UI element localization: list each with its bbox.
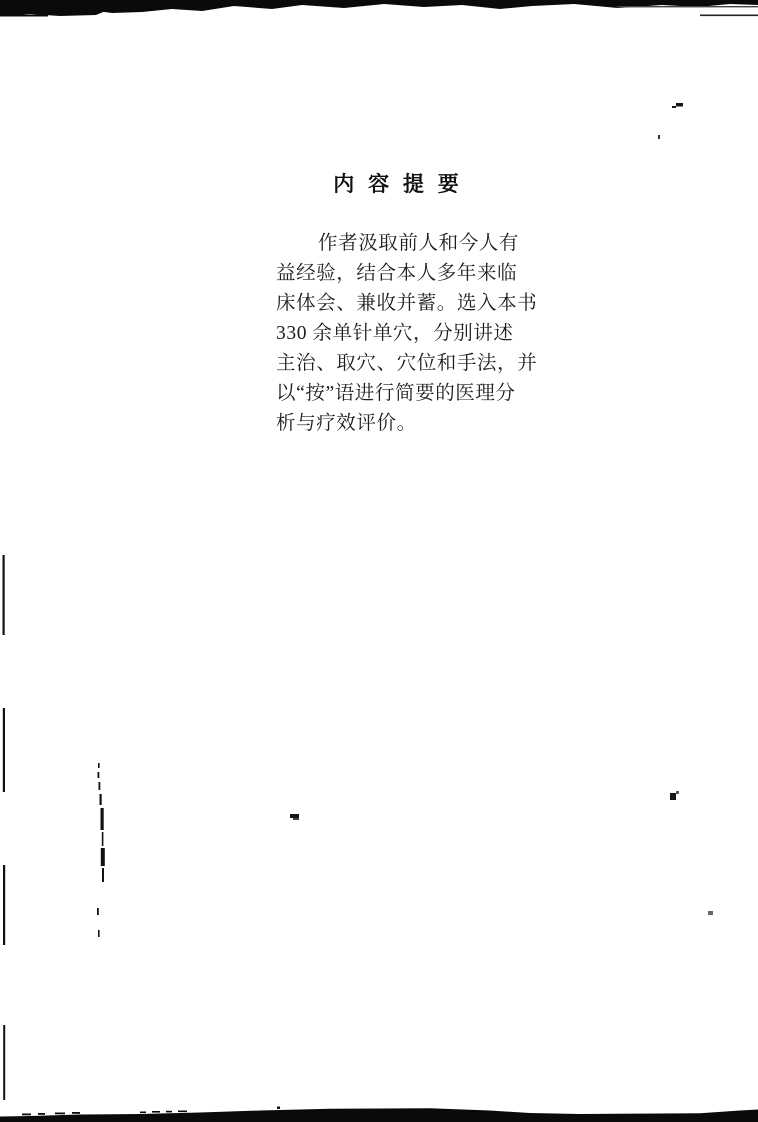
paragraph-line: 以“按”语进行简要的医理分 bbox=[276, 383, 516, 404]
scan-artifact-left-dashed-line bbox=[3, 555, 6, 1100]
summary-paragraph bbox=[276, 229, 538, 439]
paragraph-line: 主治、取穴、穴位和手法，并 bbox=[276, 353, 538, 374]
page-title: 内 容 提 要 bbox=[333, 173, 463, 196]
scan-artifact-bottom-band bbox=[0, 1107, 758, 1122]
paragraph-line: 益经验，结合本人多年来临 bbox=[276, 263, 518, 284]
scan-artifact-crease bbox=[97, 763, 105, 937]
paragraph-line: 析与疗效评价。 bbox=[276, 413, 417, 434]
paragraph-line: 330 余单针单穴，分别讲述 bbox=[276, 323, 514, 344]
paragraph-line: 床体会、兼收并蓄。选入本书 bbox=[276, 293, 538, 314]
scan-artifact-top-band bbox=[0, 0, 758, 17]
content-summary-block bbox=[276, 168, 538, 439]
paragraph-line: 作者汲取前人和今人有 bbox=[318, 233, 520, 254]
